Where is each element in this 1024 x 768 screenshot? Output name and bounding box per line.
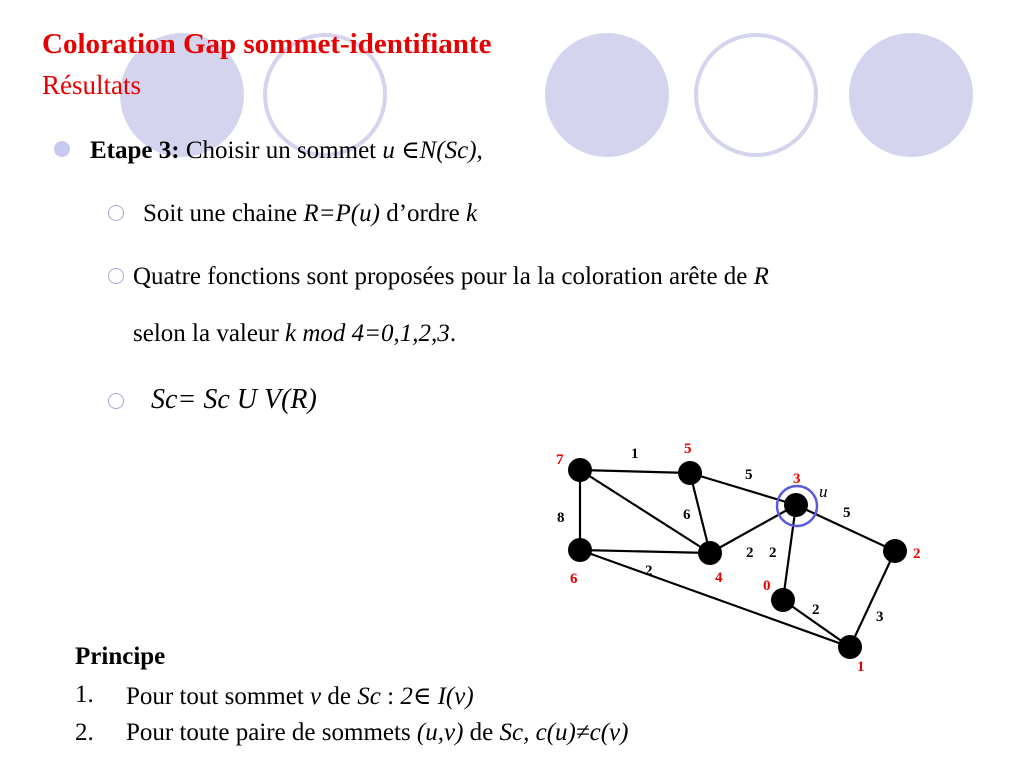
edge-label: 6: [683, 507, 691, 523]
principe-item-number: 2.: [75, 719, 94, 746]
principe-math: 2∈ I(v): [400, 683, 474, 710]
chain-text: Soit une chaine: [143, 200, 304, 227]
principe-item-number: 1.: [75, 681, 94, 708]
principe-item: [126, 681, 474, 711]
functions-cont-text: selon la valeur: [133, 320, 286, 347]
edge-label: 5: [843, 505, 851, 521]
vertex-label: 0: [763, 578, 771, 594]
graph-vertex: [883, 539, 907, 563]
edge-label: 5: [745, 467, 753, 483]
edge-label: 2: [769, 545, 777, 561]
vertex-label: 6: [570, 571, 578, 587]
principe-text: :: [380, 683, 401, 710]
graph-vertex: [838, 635, 862, 659]
principe-math: Sc,: [499, 719, 530, 746]
graph-vertex: [698, 541, 722, 565]
chain-math: R=P(u): [303, 200, 380, 227]
graph-edge: [783, 505, 796, 600]
edge-label: 2: [812, 602, 820, 618]
slide-title: Coloration Gap sommet-identifiante: [42, 28, 492, 60]
chain-order-math: k: [466, 200, 478, 227]
graph-vertex: [568, 538, 592, 562]
vertex-label: 5: [684, 441, 692, 457]
graph-edge: [690, 473, 796, 505]
chain-order-text: d’ordre: [379, 200, 467, 227]
selected-vertex-label: u: [819, 482, 828, 501]
principe-text: de: [463, 719, 500, 746]
vertex-label: 1: [857, 659, 865, 675]
edge-label: 2: [746, 545, 754, 561]
step-math: u ∈N(Sc),: [382, 137, 483, 164]
vertex-label: 7: [556, 452, 564, 468]
graph-vertex: [678, 461, 702, 485]
principe-item: [126, 719, 628, 747]
graph-vertex: [771, 588, 795, 612]
principe-heading: Principe: [75, 643, 166, 670]
vertex-label: 3: [793, 471, 801, 487]
graph-edge: [850, 551, 895, 647]
functions-math: R: [753, 263, 769, 290]
step-label: Etape 3:: [90, 137, 180, 164]
edge-label: 3: [876, 609, 884, 625]
graph-vertex: [568, 458, 592, 482]
functions-cont-math: k mod 4=0,1,2,3: [285, 320, 450, 347]
principe-math: c(u)≠c(v): [535, 719, 629, 746]
edge-label: 8: [557, 510, 565, 526]
step-text: Choisir un sommet: [185, 137, 383, 164]
principe-text: Pour toute paire de sommets: [126, 719, 417, 746]
vertex-label: 2: [913, 546, 921, 562]
graph-edge: [580, 550, 710, 553]
principe-math: (u,v): [416, 719, 464, 746]
functions-text: Quatre fonctions sont proposées pour la la coloration arête de: [133, 263, 754, 290]
graph-edge: [580, 550, 850, 647]
principe-math: Sc: [357, 683, 381, 710]
edge-label: 1: [631, 446, 639, 462]
graph-edge: [580, 470, 690, 473]
functions-cont-end: .: [449, 320, 457, 347]
edge-label: 2: [645, 563, 653, 579]
principe-text: Pour tout sommet: [126, 683, 311, 710]
graph-vertex: [784, 493, 808, 517]
principe-math: v: [310, 683, 322, 710]
slide-subtitle: Résultats: [42, 70, 141, 100]
vertex-label: 4: [715, 570, 723, 586]
sc-math: Sc= Sc U V(R): [151, 384, 317, 415]
principe-text: de: [321, 683, 358, 710]
